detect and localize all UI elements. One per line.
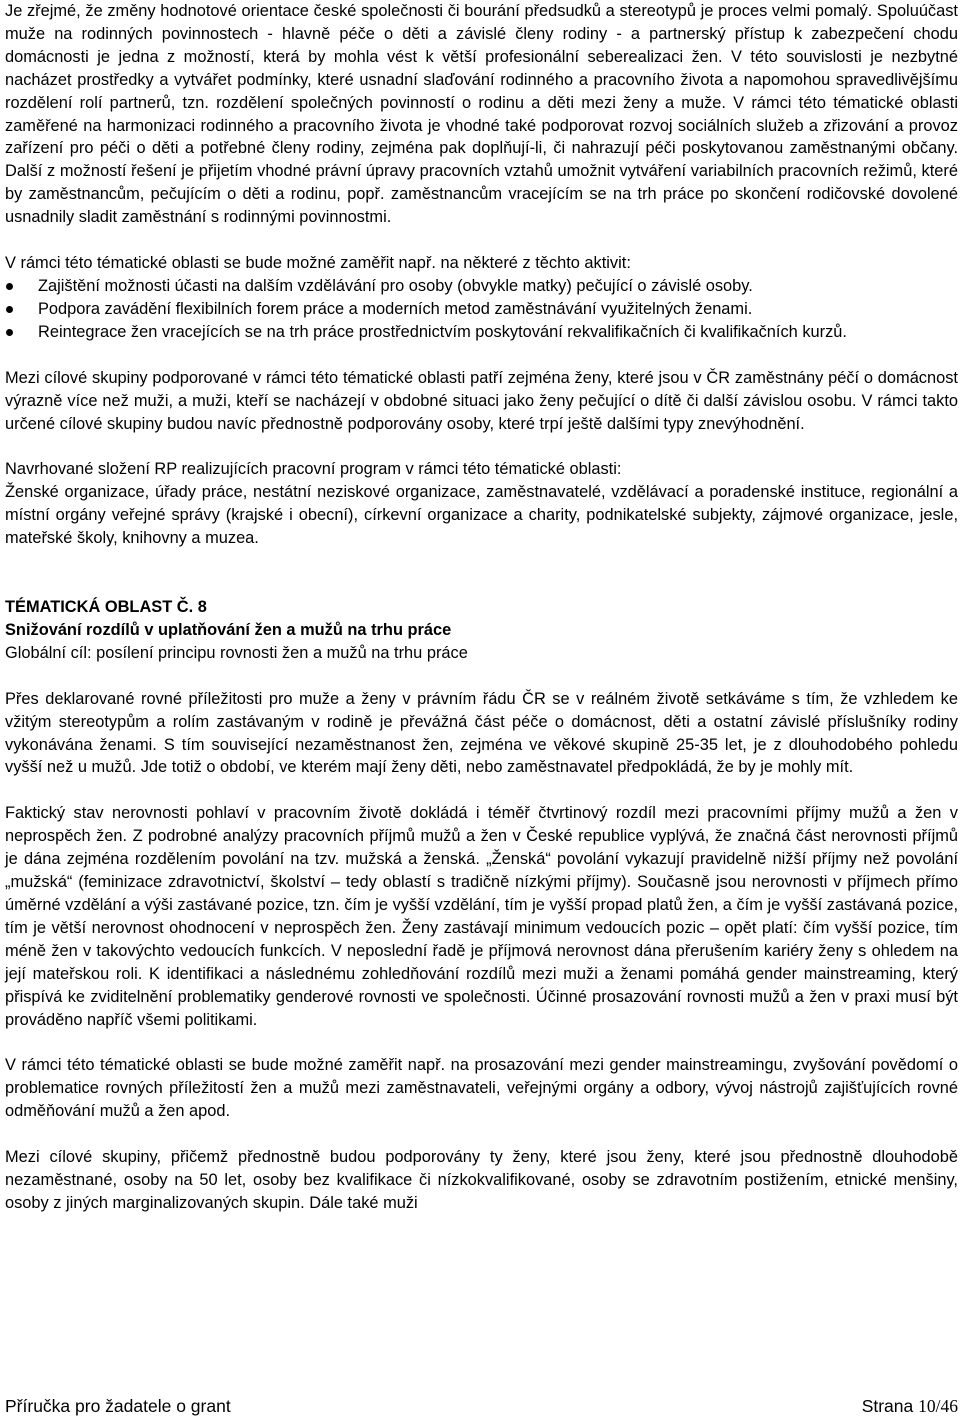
section-heading: TÉMATICKÁ OBLAST Č. 8 [5, 598, 207, 617]
list-item [5, 298, 958, 321]
section-goal: Globální cíl: posílení principu rovnosti žen a mužů na trhu práce [5, 643, 468, 662]
page-number [862, 1396, 958, 1417]
paragraph-partners-label: Navrhované složení RP realizujících pracovní program v rámci této tématické oblasti: [5, 460, 622, 479]
paragraph-equal-opportunities: Přes deklarované rovné příležitosti pro muže a ženy v právním řádu ČR se v reálném životě setkáváme s tím, že vzhledem ke vžitým stereotypům a rolím zastávaným v rodině je převážná část péče o domácnost, děti a ostatní závislé příslušníky rodiny vykonávána ženami. S tím související nezaměstnanost žen, zejména ve věkové skupině 25-35 let, je z dlouhodobého pohledu vyšší než u mužů. Jde totiž o období, ve kterém mají ženy děti, nebo zaměstnavatel předpokládá, že by je mohly mít. [5, 689, 958, 777]
section-subheading: Snižování rozdílů v uplatňování žen a mužů na trhu práce [5, 620, 452, 639]
paragraph-target-groups: Mezi cílové skupiny podporované v rámci této tématické oblasti patří zejména ženy, které jsou v ČR zaměstnány péčí o domácnost výrazně více než muži, a muži, kteří se nacházejí v obdobné situaci jako ženy pečující o dítě či další závislou osobu. V rámci takto určené cílové skupiny budou navíc přednostně podporovány osoby, které trpí ještě dalšími typy znevýhodnění. [5, 368, 958, 433]
list-item-text: Zajištění možnosti účasti na dalším vzdělávání pro osoby (obvykle matky) pečující o závislé osoby. [38, 276, 753, 295]
paragraph-pay-gap: Faktický stav nerovnosti pohlaví v pracovním životě dokládá i téměř čtvrtinový rozdíl mezi pracovními příjmy mužů a žen v neprospěch žen. Z podrobné analýzy pracovních příjmů mužů a žen v České republice vyplývá, že značná část nerovnosti příjmů je dána zejména rozdělením povolání na tzv. mužská a ženská. „Ženská“ povolání vykazují pravidelně nižší příjmy než povolání „mužská“ (feminizace zdravotnictví, školství – tedy oblastí s tradičně nízkými příjmy). Současně jsou nerovnosti v příjmech přímo úměrné vzdělání a výši zastávané pozice, tzn. čím je vyšší vzdělání, tím je vyšší propad platů žen, a čím je vyšší zastávaná pozice, tím je větší nerovnost ohodnocení v neprospěch žen. Ženy zastávají minimum vedoucích pozic – opět platí: čím vyšší pozice, tím méně žen v takovýchto vedoucích funkcích. V neposlední řadě je příjmová nerovnost dána přerušením kariéry ženy s ohledem na její mateřskou roli. K identifikaci a následnému zohledňování rozdílů mezi muži a ženami pomáhá gender mainstreaming, který přispívá ke zviditelnění problematiky genderové rovnosti ve společnosti. Účinné prosazování rovnosti mužů a žen v praxi musí být prováděno napříč všemi politikami. [5, 804, 958, 1029]
paragraph-activities-intro: V rámci této tématické oblasti se bude možné zaměřit např. na některé z těchto aktivit: [5, 254, 631, 273]
page-number-label: Strana [861, 1396, 914, 1416]
paragraph-target-groups-2: Mezi cílové skupiny, přičemž přednostně budou podporovány ty ženy, které jsou ženy, které jsou přednostně dlouhodobě nezaměstnané, osoby na 50 let, osoby bez kvalifikace či nízkokvalifikované, osoby se zdravotním postižením, etnické menšiny, osoby z jiných marginalizovaných skupin. Dále také muži [5, 1148, 958, 1212]
bullet-icon [6, 306, 13, 313]
list-item-text: Podpora zavádění flexibilních forem práce a moderních metod zaměstnávání využitelných ženami. [38, 299, 753, 318]
paragraph-focus-areas: V rámci této tématické oblasti se bude možné zaměřit např. na prosazování mezi gender mainstreamingu, zvyšování povědomí o problematice rovných příležitostí žen a mužů mezi zaměstnavateli, veřejnými orgány a odbory, vývoj nástrojů zajišťujících rovné odměňování mužů a žen apod. [5, 1056, 958, 1121]
document-page [5, 0, 958, 1421]
page-number-value: 10/46 [918, 1396, 958, 1416]
paragraph-partners-list: Ženské organizace, úřady práce, nestátní neziskové organizace, zaměstnavatelé, vzdělávací a poradenské instituce, regionální a místní orgány veřejné správy (krajské i obecní), církevní organizace a charity, podnikatelské subjekty, zájmové organizace, jesle, mateřské školy, knihovny a muzea. [5, 483, 958, 548]
bullet-icon [6, 283, 13, 290]
bullet-icon [6, 329, 13, 336]
paragraph-intro: Je zřejmé, že změny hodnotové orientace české společnosti či bourání předsudků a stereotypů je proces velmi pomalý. Spoluúčast muže na rodinných povinnostech - hlavně péče o děti a závislé členy rodiny - a partnerský přístup k zabezpečení chodu domácnosti je jedna z možností, která by mohla vést k větší profesionální seberealizaci žen. V této souvislosti je nezbytné nacházet prostředky a vytvářet podmínky, které usnadní slaďování rodinného a pracovního života a napomohou spravedlivějšímu rozdělení rolí partnerů, tzn. rozdělení společných povinností o rodinu a děti mezi ženy a muže. V rámci této tématické oblasti zaměřené na harmonizaci rodinného a pracovního života je vhodné také podporovat rozvoj sociálních služeb a zřizování a provoz zařízení pro péči o děti a potřebné členy rodiny, zejména pak doplňují-li, či nahrazují péči poskytovanou zaměstnanými občany. Další z možností řešení je přijetím vhodné právní úpravy pracovních vztahů umožnit vytváření variabilních pracovních režimů, které by zaměstnancům, pečujícím o děti a rodinu, popř. zaměstnancům vracejícím se na trh práce po skončení rodičovské dovolené usnadnily sladit zaměstnání s rodinnými povinnostmi. [5, 2, 958, 227]
footer-title: Příručka pro žadatele o grant [5, 1396, 231, 1416]
list-item-text: Reintegrace žen vracejících se na trh práce prostřednictvím poskytování rekvalifikačních či kvalifikačních kurzů. [38, 322, 847, 341]
document-body [5, 0, 958, 1215]
activity-list [5, 275, 958, 344]
list-item [5, 275, 958, 298]
page-footer [5, 1396, 958, 1418]
list-item [5, 321, 958, 344]
